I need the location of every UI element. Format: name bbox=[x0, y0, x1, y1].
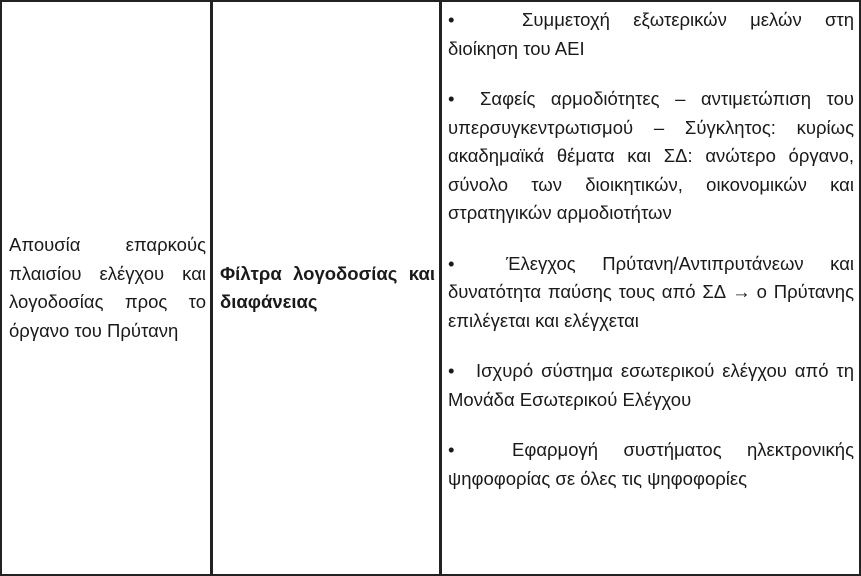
issue-cell bbox=[0, 0, 212, 576]
measure-text: Σαφείς αρμοδιότητες – αντιμετώπιση του υπερσυγκεντρωτισμού – Σύγκλητος: κυρίως ακαδημαϊκά θέματα και ΣΔ: ανώτερο όργανο, σύνολο των διοικητικών, οικονομικών και στρατηγικών αρμοδιοτήτων bbox=[448, 88, 854, 223]
list-item bbox=[448, 85, 854, 228]
bullet-icon: • bbox=[448, 439, 455, 460]
category-text: Φίλτρα λογοδοσίας και διαφάνειας bbox=[220, 262, 435, 312]
list-item bbox=[448, 250, 854, 336]
measure-text: Ισχυρό σύστημα εσωτερικού ελέγχου από τη Μονάδα Εσωτερικού Ελέγχου bbox=[448, 360, 854, 410]
measure-text: Συμμετοχή εξωτερικών μελών στη διοίκηση του ΑΕΙ bbox=[448, 9, 854, 59]
bullet-icon: • bbox=[448, 252, 455, 274]
measure-text: Εφαρμογή συστήματος ηλεκτρονικής ψηφοφορίας σε όλες τις ψηφοφορίες bbox=[448, 439, 854, 489]
category-cell bbox=[210, 0, 442, 576]
measure-text-continued: ο Πρύτανης επιλέγεται και ελέγχεται bbox=[448, 281, 854, 331]
bullet-icon: • bbox=[448, 9, 455, 30]
issue-text: Απουσία επαρκούς πλαισίου ελέγχου και λογοδοσίας προς το όργανο του Πρύτανη bbox=[9, 234, 206, 341]
list-item bbox=[448, 436, 854, 493]
bullet-icon: • bbox=[448, 360, 455, 381]
measures-cell bbox=[440, 0, 861, 576]
list-item bbox=[448, 357, 854, 414]
measures-list bbox=[448, 6, 854, 515]
arrow-right-icon: → bbox=[732, 281, 751, 302]
bullet-icon: • bbox=[448, 88, 455, 109]
measure-text: Έλεγχος Πρύτανη/Αντιπρυτάνεων και δυνατότητα παύσης τους από ΣΔ bbox=[448, 252, 854, 302]
list-item bbox=[448, 6, 854, 63]
